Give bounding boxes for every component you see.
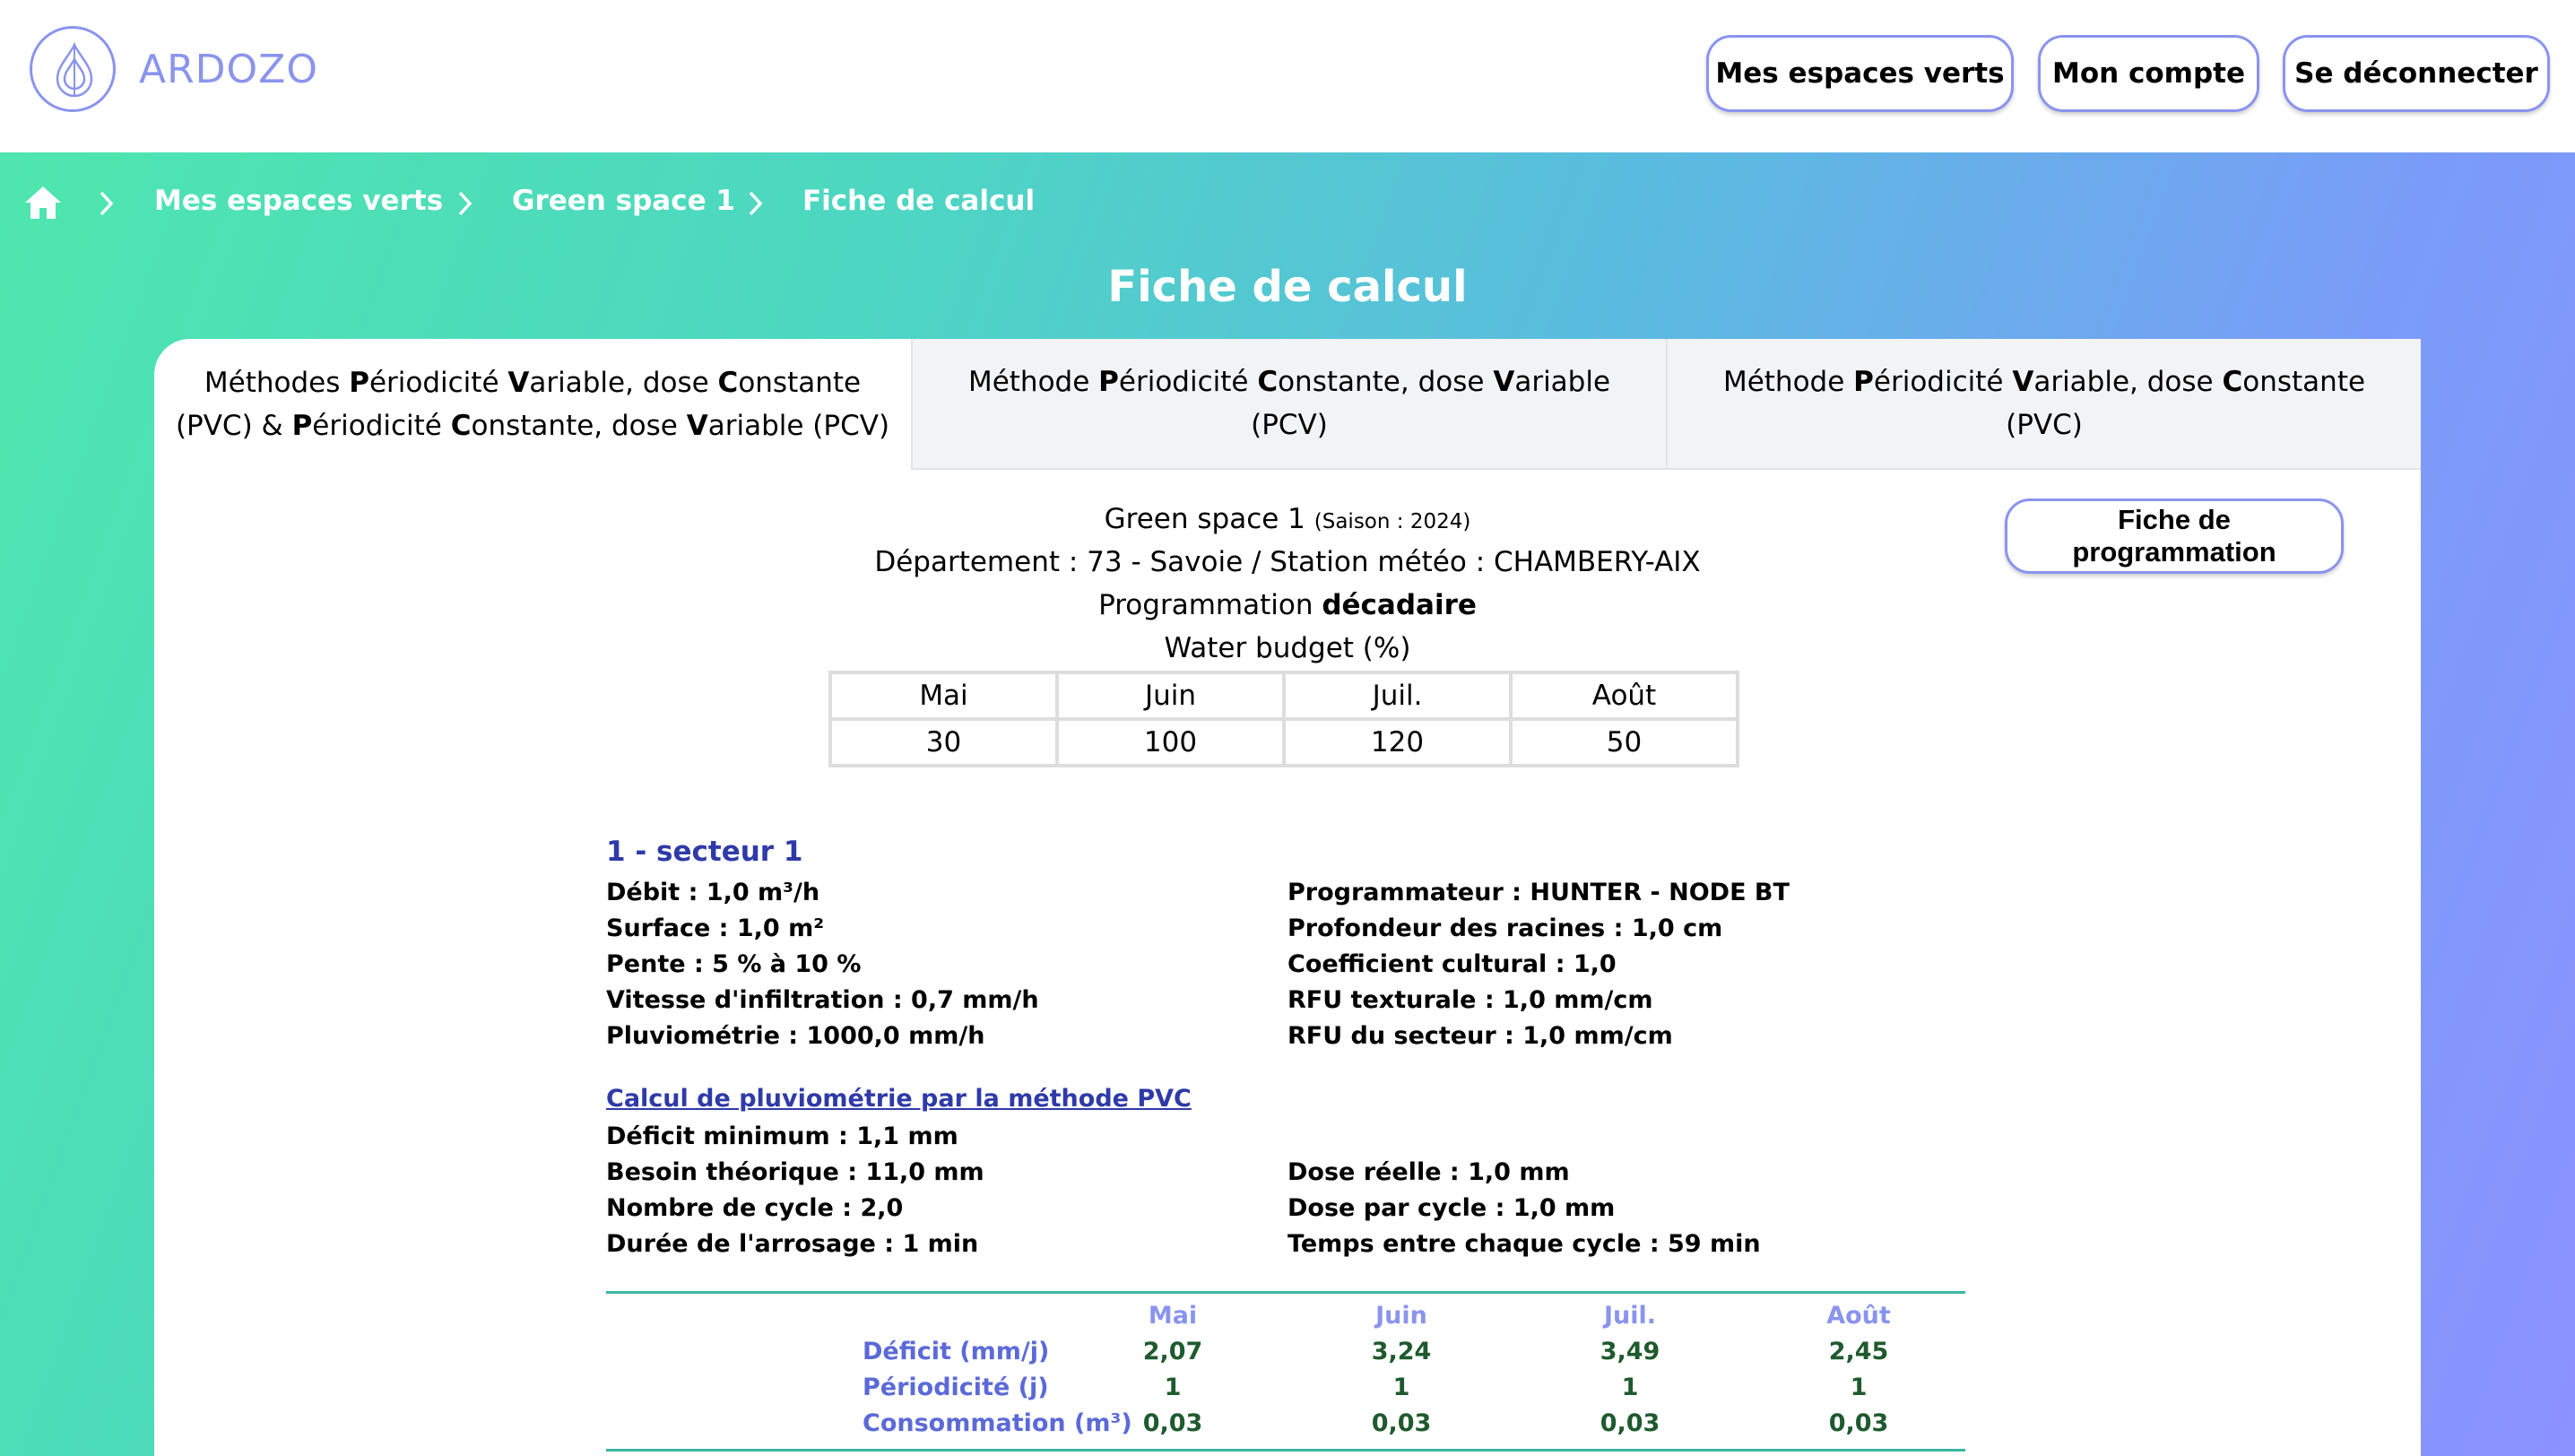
budget-value: 50 xyxy=(1513,721,1736,764)
month-header: Juil. xyxy=(1603,1302,1657,1330)
tab-label: Méthodes Périodicité Variable, dose Constante (PVC) & Périodicité Constante, dose Variable (PCV) xyxy=(175,367,890,442)
departement-line: Département : 73 - Savoie / Station météo : CHAMBERY-AIX xyxy=(874,546,1701,578)
budget-value: 30 xyxy=(832,721,1055,764)
dose-reelle: Dose réelle : 1,0 mm xyxy=(1288,1158,1570,1186)
deficit-minimum: Déficit minimum : 1,1 mm xyxy=(606,1122,958,1150)
logout-button[interactable]: Se déconnecter xyxy=(2283,35,2550,112)
cell-value: 0,03 xyxy=(1371,1409,1432,1437)
programmation-prefix: Programmation xyxy=(1098,589,1314,621)
dose-par-cycle: Dose par cycle : 1,0 mm xyxy=(1288,1194,1616,1222)
programmation-value: décadaire xyxy=(1322,589,1477,621)
tab-label: Méthode Périodicité Variable, dose Constante (PVC) xyxy=(1722,366,2366,441)
results-top-rule xyxy=(606,1291,1965,1294)
sector-debit: Débit : 1,0 m³/h xyxy=(606,879,820,906)
logo[interactable] xyxy=(30,26,116,112)
sector-surface: Surface : 1,0 m² xyxy=(606,914,825,942)
sector-pente: Pente : 5 % à 10 % xyxy=(606,950,862,978)
breadcrumb-green-space[interactable]: Green space 1 xyxy=(512,185,735,217)
row-label: Consommation (m³) xyxy=(863,1409,1132,1437)
nombre-cycle: Nombre de cycle : 2,0 xyxy=(606,1194,904,1222)
chevron-right-icon xyxy=(746,190,764,221)
content-card xyxy=(154,339,2421,1456)
calc-right-list xyxy=(1288,1155,1761,1262)
results-consommation-row xyxy=(606,1409,1965,1445)
temps-entre-cycles: Temps entre chaque cycle : 59 min xyxy=(1288,1230,1761,1258)
month-header: Juil. xyxy=(1286,674,1509,717)
month-header: Août xyxy=(1826,1302,1891,1330)
sector-rfu-secteur: RFU du secteur : 1,0 mm/cm xyxy=(1288,1022,1673,1050)
calcul-pvc-link[interactable]: Calcul de pluviométrie par la méthode PVC xyxy=(606,1085,1192,1113)
sector-profondeur: Profondeur des racines : 1,0 cm xyxy=(1288,914,1723,942)
cell-value: 3,24 xyxy=(1371,1338,1432,1365)
budget-value: 120 xyxy=(1286,721,1509,764)
results-header-row xyxy=(606,1302,1965,1338)
sector-right-list xyxy=(1288,875,1790,1054)
table-row xyxy=(832,674,1736,717)
results-periodicite-row xyxy=(606,1374,1965,1409)
row-label: Déficit (mm/j) xyxy=(863,1338,1050,1365)
row-label: Périodicité (j) xyxy=(863,1374,1049,1401)
space-name: Green space 1 xyxy=(1104,503,1305,535)
sector-coefficient: Coefficient cultural : 1,0 xyxy=(1288,950,1617,978)
cell-value: 0,03 xyxy=(1600,1409,1660,1437)
cell-value: 0,03 xyxy=(1142,1409,1203,1437)
cell-value: 1 xyxy=(1392,1374,1410,1401)
sector-infiltration: Vitesse d'infiltration : 0,7 mm/h xyxy=(606,986,1039,1014)
mon-compte-button[interactable]: Mon compte xyxy=(2038,35,2259,112)
cell-value: 2,07 xyxy=(1142,1338,1203,1365)
page-title: Fiche de calcul xyxy=(1107,262,1468,312)
breadcrumb-fiche-calcul: Fiche de calcul xyxy=(802,185,1036,217)
table-row xyxy=(832,721,1736,764)
month-header: Juin xyxy=(1059,674,1282,717)
calc-left-list xyxy=(606,1155,984,1262)
tab-pcv[interactable] xyxy=(911,339,1666,470)
sector-left-list xyxy=(606,875,1039,1054)
chevron-right-icon xyxy=(97,190,115,221)
droplet-logo-icon xyxy=(47,39,102,100)
tab-label: Méthode Périodicité Constante, dose Variable (PCV) xyxy=(967,366,1611,441)
budget-value: 100 xyxy=(1059,721,1282,764)
sector-pluviometrie: Pluviométrie : 1000,0 mm/h xyxy=(606,1022,985,1050)
month-header: Mai xyxy=(1148,1302,1198,1330)
sector-title: 1 - secteur 1 xyxy=(606,836,803,868)
besoin-theorique: Besoin théorique : 11,0 mm xyxy=(606,1158,984,1186)
app-name: ARDOZO xyxy=(139,47,318,92)
month-header: Juin xyxy=(1375,1302,1427,1330)
tab-pvc[interactable] xyxy=(1666,339,2421,470)
water-budget-table xyxy=(828,671,1739,767)
breadcrumb-mes-espaces-verts[interactable]: Mes espaces verts xyxy=(154,185,444,217)
sector-programmateur: Programmateur : HUNTER - NODE BT xyxy=(1288,879,1790,906)
chevron-right-icon xyxy=(455,190,473,221)
results-deficit-row xyxy=(606,1338,1965,1374)
cell-value: 0,03 xyxy=(1828,1409,1889,1437)
cell-value: 2,45 xyxy=(1828,1338,1889,1365)
cell-value: 1 xyxy=(1164,1374,1182,1401)
programmation-line xyxy=(154,589,2421,621)
cell-value: 1 xyxy=(1621,1374,1639,1401)
tab-pvc-pcv[interactable] xyxy=(154,339,911,470)
mes-espaces-verts-button[interactable]: Mes espaces verts xyxy=(1706,35,2014,112)
season-label: (Saison : 2024) xyxy=(1314,510,1471,533)
cell-value: 1 xyxy=(1850,1374,1868,1401)
month-header: Août xyxy=(1513,674,1736,717)
month-header: Mai xyxy=(832,674,1055,717)
fiche-programmation-button[interactable]: Fiche de programmation xyxy=(2005,498,2344,574)
home-icon[interactable] xyxy=(23,185,63,224)
sector-rfu-texturale: RFU texturale : 1,0 mm/cm xyxy=(1288,986,1653,1014)
top-header xyxy=(0,0,2575,152)
cell-value: 3,49 xyxy=(1600,1338,1660,1365)
water-budget-label: Water budget (%) xyxy=(1164,632,1411,664)
duree-arrosage: Durée de l'arrosage : 1 min xyxy=(606,1230,979,1258)
results-bottom-rule xyxy=(606,1449,1965,1452)
